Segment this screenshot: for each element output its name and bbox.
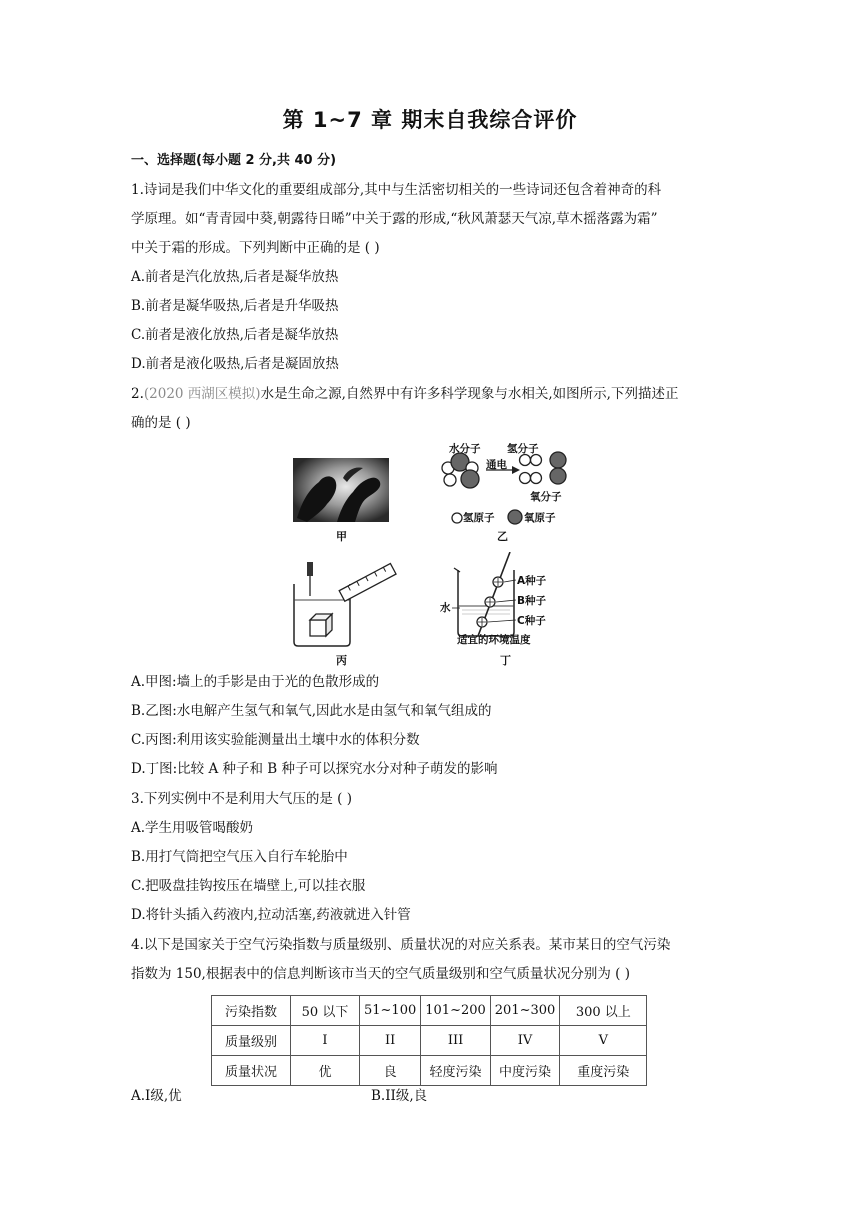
q2-option-c: C.丙图:利用该实验能测量出土壤中水的体积分数: [131, 732, 420, 748]
fig-ding-caption: 丁: [500, 654, 511, 667]
label-seed-a: A种子: [517, 575, 547, 587]
q3-stem: 3.下列实例中不是利用大气压的是 ( ): [131, 791, 352, 807]
table-cell: 污染指数: [212, 996, 291, 1026]
label-oxygen-atom: 氧原子: [524, 512, 556, 524]
table-cell: 重度污染: [560, 1056, 647, 1086]
section-heading: 一、选择题(每小题 2 分,共 40 分): [131, 153, 337, 168]
q4-stem-line1: 4.以下是国家关于空气污染指数与质量级别、质量状况的对应关系表。某市某日的空气污染: [131, 937, 671, 953]
q1-stem-line2: 学原理。如“青青园中葵,朝露待日晞”中关于露的形成,“秋风萧瑟天气凉,草木摇落露为霜”: [131, 211, 658, 227]
label-seed-c: C种子: [517, 615, 546, 627]
fig-yi-caption: 乙: [497, 530, 508, 543]
q1-stem-line1: 1.诗词是我们中华文化的重要组成部分,其中与生活密切相关的一些诗词还包含着神奇的科: [131, 182, 662, 198]
q2-stem-text: 水是生命之源,自然界中有许多科学现象与水相关,如图所示,下列描述正: [260, 386, 679, 402]
q1-option-b: B.前者是凝华吸热,后者是升华吸热: [131, 298, 339, 314]
table-cell: IV: [490, 1026, 560, 1056]
table-cell: V: [560, 1026, 647, 1056]
q2-source: (2020 西湖区模拟): [143, 386, 261, 402]
table-row: [212, 1026, 647, 1056]
q4-option-a: A.I级,优: [131, 1088, 182, 1104]
fig-jia-caption: 甲: [336, 530, 347, 543]
hand-shadow-photo: [293, 458, 389, 522]
label-hydrogen-atom: 氢原子: [463, 512, 495, 524]
label-oxygen-molecule: 氧分子: [530, 491, 562, 503]
q4-option-b: B.II级,良: [371, 1088, 428, 1104]
soil-beaker-diagram: [284, 556, 408, 648]
table-row: [212, 996, 647, 1026]
table-cell: 101~200: [421, 996, 491, 1026]
fig-bing-caption: 丙: [336, 654, 347, 667]
q2-option-a: A.甲图:墙上的手影是由于光的色散形成的: [131, 674, 380, 690]
label-water: 水: [440, 602, 451, 614]
table-cell: I: [291, 1026, 360, 1056]
q4-stem-line2: 指数为 150,根据表中的信息判断该市当天的空气质量级别和空气质量状况分别为 ( ): [131, 966, 630, 982]
q2-option-d: D.丁图:比较 A 种子和 B 种子可以探究水分对种子萌发的影响: [131, 761, 498, 777]
table-cell: 201~300: [490, 996, 560, 1026]
q1-option-d: D.前者是液化吸热,后者是凝固放热: [131, 356, 339, 372]
table-cell: III: [421, 1026, 491, 1056]
q3-option-a: A.学生用吸管喝酸奶: [131, 820, 254, 836]
table-row: [212, 1056, 647, 1086]
q3-option-b: B.用打气筒把空气压入自行车轮胎中: [131, 849, 348, 865]
table-cell: 质量状况: [212, 1056, 291, 1086]
air-quality-table: [211, 995, 647, 1086]
q3-option-d: D.将针头插入药液内,拉动活塞,药液就进入针管: [131, 907, 411, 923]
table-cell: 中度污染: [490, 1056, 560, 1086]
table-cell: 轻度污染: [421, 1056, 491, 1086]
label-water-molecule: 水分子: [449, 443, 481, 455]
table-cell: 良: [360, 1056, 421, 1086]
seed-germination-diagram: [448, 552, 568, 638]
electrolysis-diagram: [440, 444, 580, 526]
table-cell: 300 以上: [560, 996, 647, 1026]
page-title: 第 1~7 章 期末自我综合评价: [282, 108, 578, 132]
q1-option-a: A.前者是汽化放热,后者是凝华放热: [131, 269, 339, 285]
label-temperature: 适宜的环境温度: [457, 634, 531, 646]
q2-stem-line2: 确的是 ( ): [131, 415, 191, 431]
label-electrolysis: 通电: [486, 459, 507, 471]
table-cell: 优: [291, 1056, 360, 1086]
q3-option-c: C.把吸盘挂钩按压在墙壁上,可以挂衣服: [131, 878, 366, 894]
table-cell: 50 以下: [291, 996, 360, 1026]
table-cell: 质量级别: [212, 1026, 291, 1056]
q1-option-c: C.前者是液化放热,后者是凝华放热: [131, 327, 339, 343]
label-hydrogen-molecule: 氢分子: [507, 443, 539, 455]
q2-number: 2.: [131, 386, 144, 402]
q2-stem-line1: [131, 384, 731, 404]
q1-stem-line3: 中关于霜的形成。下列判断中正确的是 ( ): [131, 240, 380, 256]
q2-option-b: B.乙图:水电解产生氢气和氧气,因此水是由氢气和氧气组成的: [131, 703, 492, 719]
label-seed-b: B种子: [517, 595, 547, 607]
table-cell: II: [360, 1026, 421, 1056]
table-cell: 51~100: [360, 996, 421, 1026]
